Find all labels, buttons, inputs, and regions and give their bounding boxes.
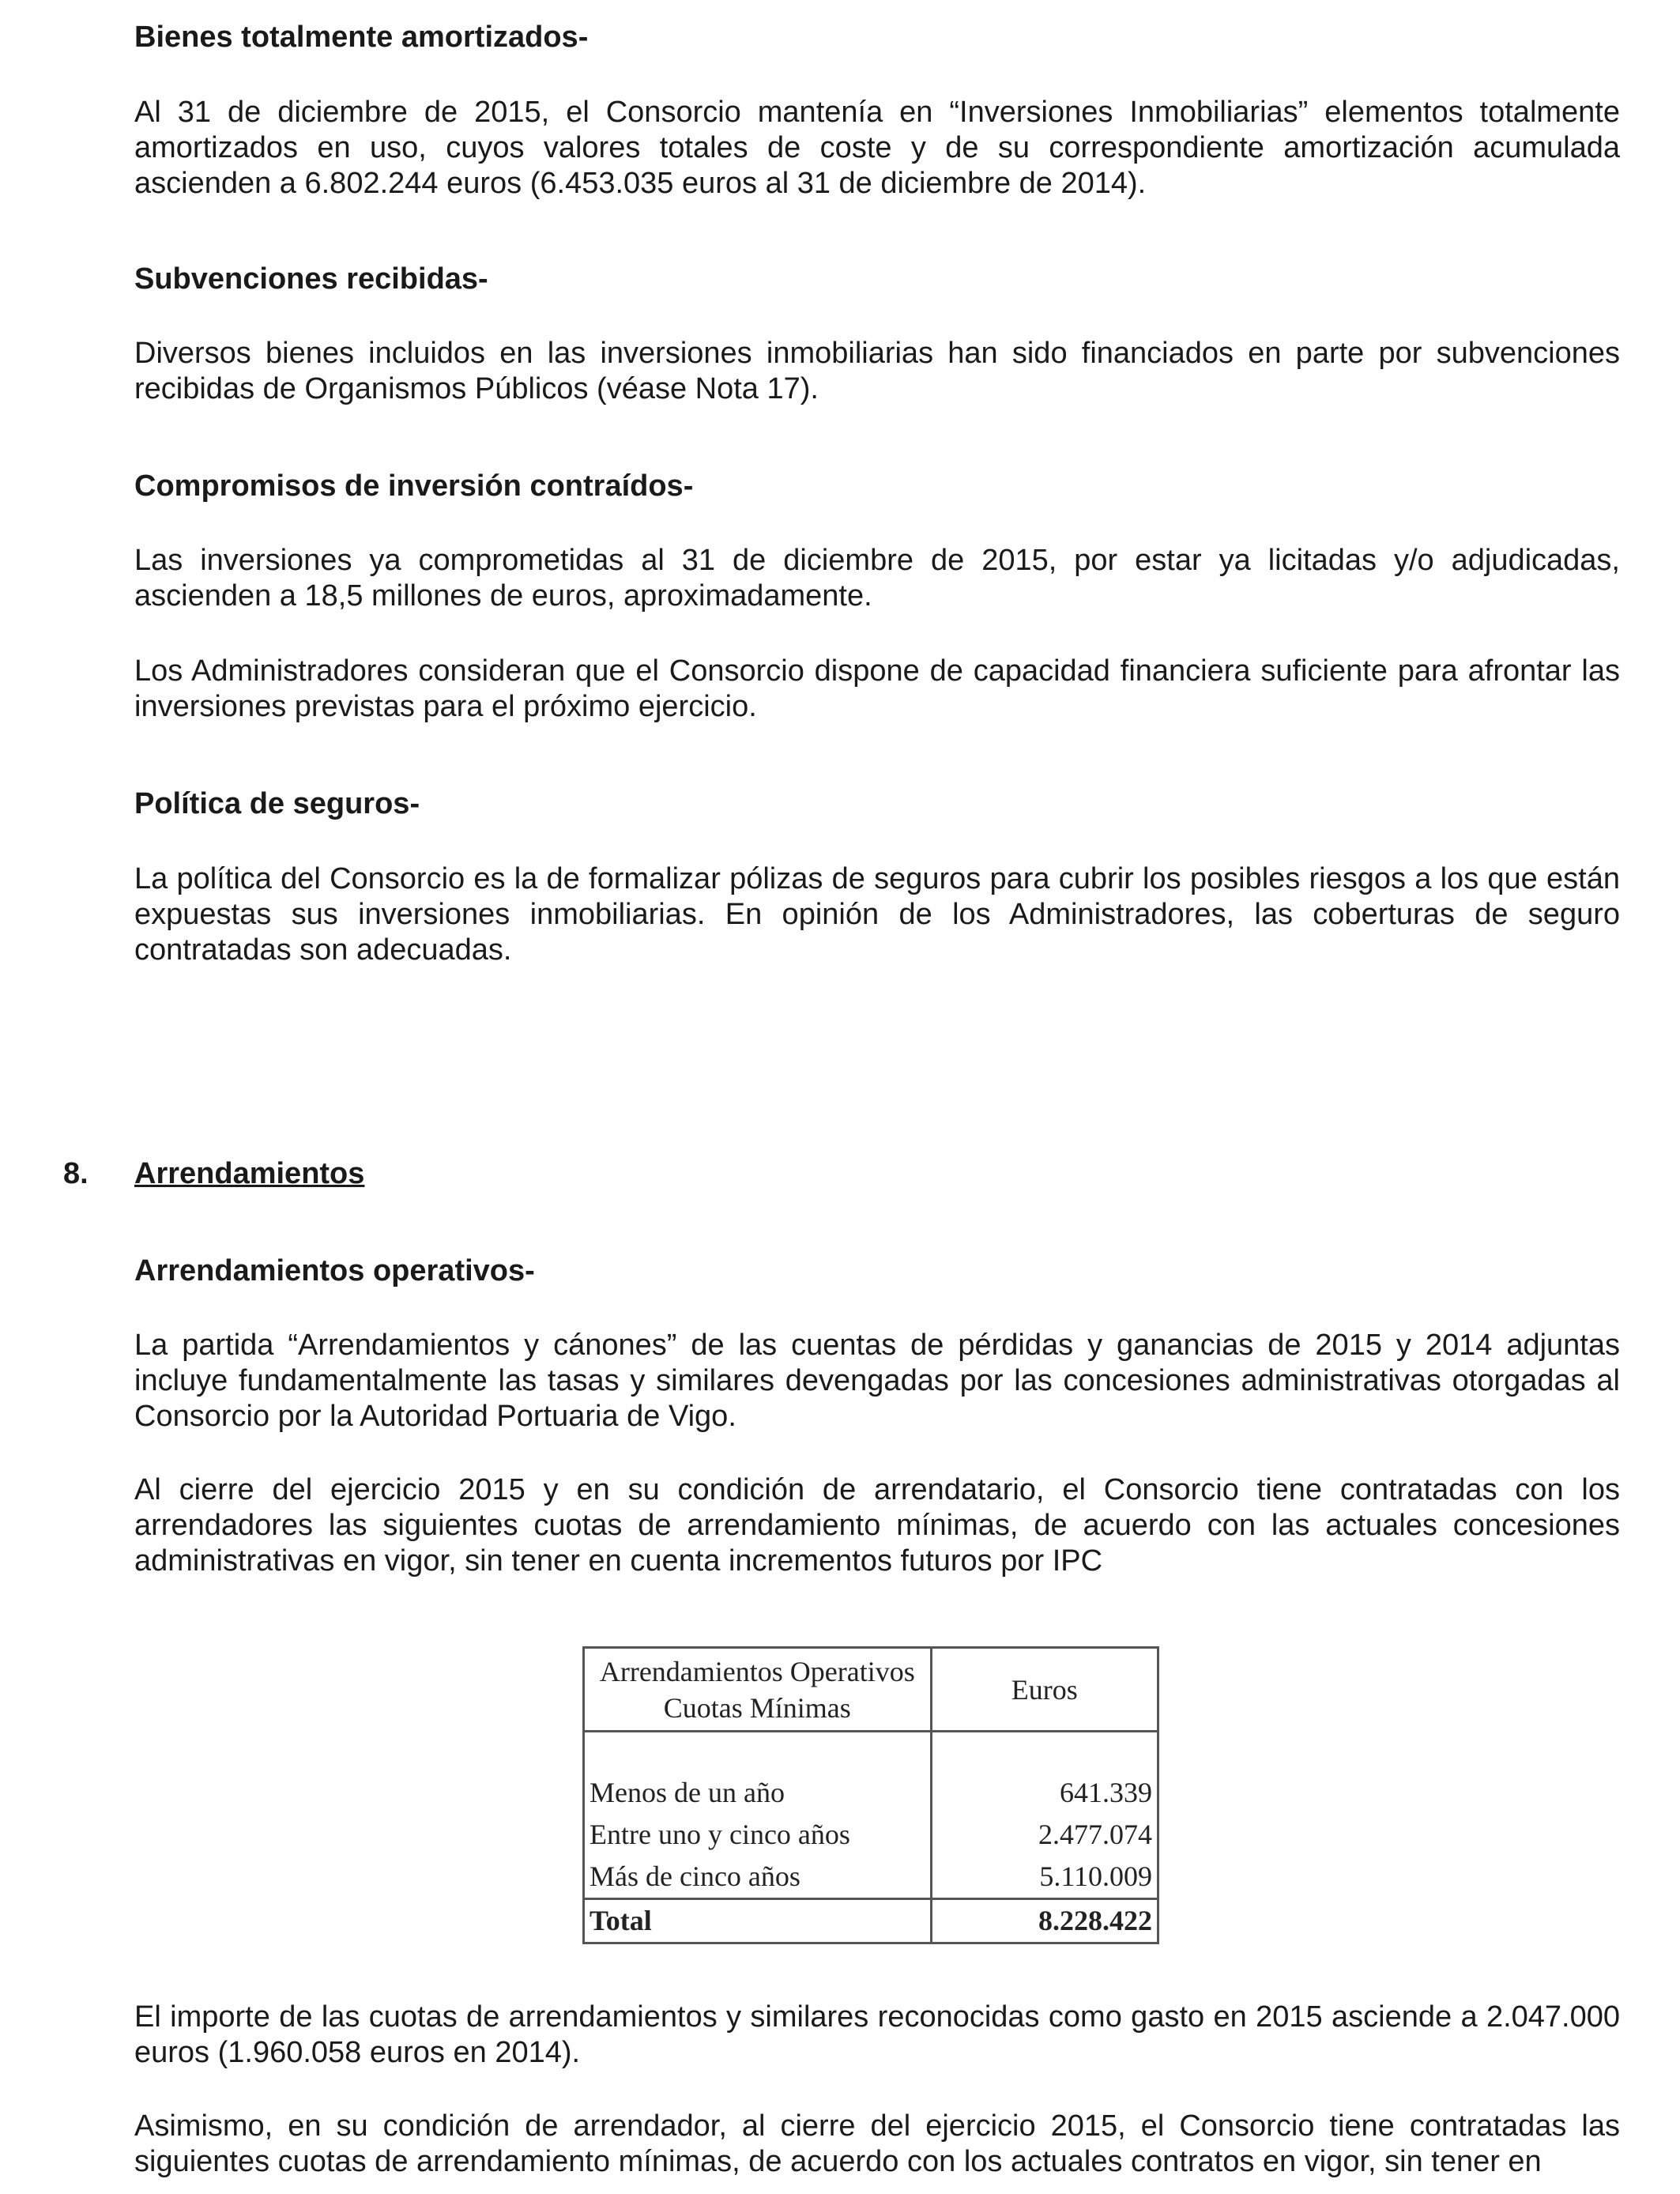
table-total-row <box>584 1899 1158 1943</box>
heading-insurance-policy: Política de seguros- <box>134 787 420 820</box>
row-value: 641.339 <box>1060 1777 1152 1808</box>
paragraph-leases-2 <box>134 1472 1620 1579</box>
header-line-2: Cuotas Mínimas <box>663 1691 851 1724</box>
row-value: 2.477.074 <box>1038 1819 1152 1850</box>
paragraph-text: Las inversiones ya comprometidas al 31 de diciembre de 2015, por estar ya licitadas y/o adjudicadas, ascienden a 18,5 millones de euros, aproximadamente. <box>134 544 1620 613</box>
section-fully-depreciated <box>134 19 1620 55</box>
table-row <box>584 1814 1158 1856</box>
chapter-name: Arrendamientos <box>134 1157 365 1190</box>
section-insurance-policy <box>134 786 1620 822</box>
chapter-title <box>63 1155 364 1192</box>
paragraph-commitments-2 <box>134 654 1620 725</box>
table-row <box>584 1856 1158 1899</box>
row-value: 5.110.009 <box>1039 1860 1152 1892</box>
total-value: 8.228.422 <box>931 1899 1158 1943</box>
paragraph-insurance <box>134 861 1620 968</box>
table-row <box>584 1772 1158 1814</box>
chapter-number: 8. <box>63 1157 89 1190</box>
total-label: Total <box>584 1899 932 1943</box>
heading-investment-commitments: Compromisos de inversión contraídos- <box>134 469 694 503</box>
row-label: Más de cinco años <box>584 1856 932 1899</box>
heading-grants: Subvenciones recibidas- <box>134 262 488 296</box>
paragraph-text: Al 31 de diciembre de 2015, el Consorcio mantenía en “Inversiones Inmobiliarias” elementos totalmente amortizados en uso, cuyos valores totales de coste y de su correspondiente amortización acumulada ascienden a 6.802.244 euros (6.453.035 euros al 31 de diciembre de 2014). <box>134 96 1620 200</box>
section-operating-leases <box>134 1253 1620 1289</box>
heading-fully-depreciated: Bienes totalmente amortizados- <box>134 21 589 54</box>
section-grants <box>134 261 1620 297</box>
paragraph-text: Los Administradores consideran que el Consorcio dispone de capacidad financiera suficiente para afrontar las inversiones previstas para el próximo ejercicio. <box>134 654 1620 723</box>
heading-operating-leases: Arrendamientos operativos- <box>134 1254 535 1287</box>
table-spacer-row <box>584 1732 1158 1773</box>
paragraph-text: Diversos bienes incluidos en las inversiones inmobiliarias han sido financiados en parte por subvenciones recibidas de Organismos Públicos (véase Nota 17). <box>134 337 1620 405</box>
paragraph-lessor <box>134 2109 1620 2180</box>
paragraph-leases-1 <box>134 1328 1620 1434</box>
paragraph-text: Al cierre del ejercicio 2015 y en su condición de arrendatario, el Consorcio tiene contratadas con los arrendadores las siguientes cuotas de arrendamiento mínimas, de acuerdo con las actuales concesiones administrativas en vigor, sin tener en cuenta incrementos futuros por IPC <box>134 1473 1620 1578</box>
minimum-lease-table <box>582 1646 1159 1944</box>
row-label: Entre uno y cinco años <box>584 1814 932 1856</box>
header-line-1: Arrendamientos Operativos <box>599 1655 915 1687</box>
paragraph-lease-expense <box>134 2000 1620 2071</box>
header-cell-label <box>584 1648 932 1732</box>
paragraph-text: Asimismo, en su condición de arrendador, al cierre del ejercicio 2015, el Consorcio tiene contratadas las siguientes cuotas de arrendamiento mínimas, de acuerdo con los actuales contratos en vigor, sin tener en <box>134 2109 1620 2178</box>
table-header-row <box>584 1648 1158 1732</box>
paragraph-text: La política del Consorcio es la de formalizar pólizas de seguros para cubrir los posibles riesgos a los que están expuestas sus inversiones inmobiliarias. En opinión de los Administradores, las coberturas de seguro contratadas son adecuadas. <box>134 862 1620 967</box>
paragraph-fully-depreciated <box>134 95 1620 202</box>
paragraph-text: El importe de las cuotas de arrendamientos y similares reconocidas como gasto en 2015 asciende a 2.047.000 euros (1.960.058 euros en 2014). <box>134 2000 1620 2069</box>
section-investment-commitments <box>134 468 1620 504</box>
header-cell-euros: Euros <box>931 1648 1158 1732</box>
paragraph-commitments-1 <box>134 543 1620 614</box>
paragraph-text: La partida “Arrendamientos y cánones” de las cuentas de pérdidas y ganancias de 2015 y 2014 adjuntas incluye fundamentalmente las tasas y similares devengadas por las concesiones administrativas otorgadas al Consorcio por la Autoridad Portuaria de Vigo. <box>134 1329 1620 1433</box>
row-label: Menos de un año <box>584 1772 932 1814</box>
paragraph-grants <box>134 336 1620 407</box>
